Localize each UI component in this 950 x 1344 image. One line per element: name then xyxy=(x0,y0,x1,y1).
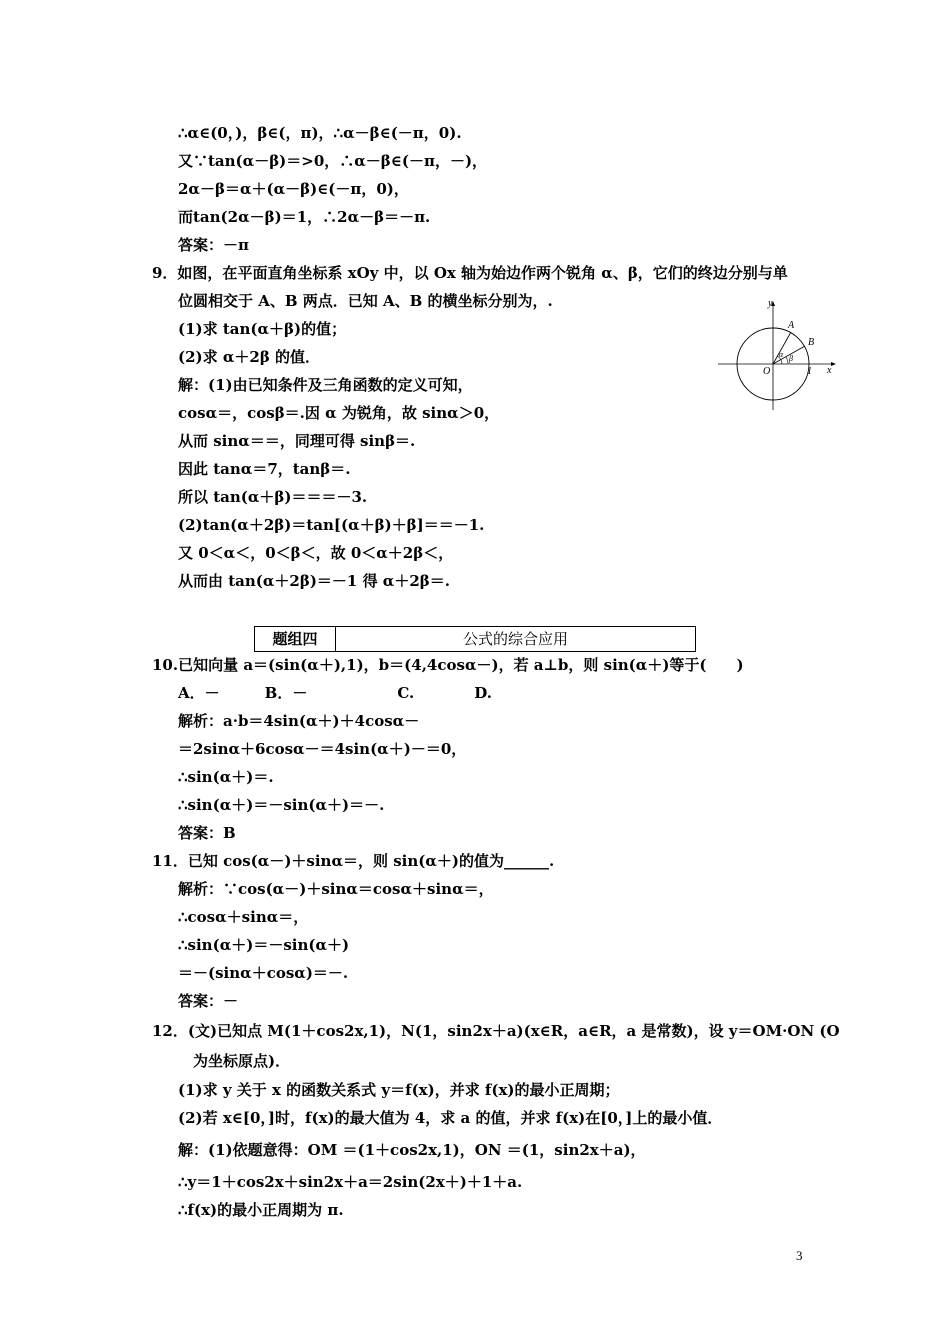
solution-line: ＝－(sinα＋cosα)＝－. xyxy=(178,964,349,982)
answer-line: 答案：－π xyxy=(178,236,249,254)
point-b-label: B xyxy=(808,337,815,348)
answer-line: 答案：B xyxy=(178,824,236,842)
question-9-part2: (2)求 α＋2β 的值． xyxy=(178,348,321,366)
solution-line: cosα＝，cosβ＝.因 α 为锐角，故 sinα＞0， xyxy=(178,404,500,422)
solution-line: 所以 tan(α＋β)＝＝＝－3. xyxy=(178,488,368,506)
solution-line: 又 0＜α＜，0＜β＜，故 0＜α＋2β＜， xyxy=(178,544,454,562)
beta-label: β xyxy=(789,354,793,363)
point-a-label: A xyxy=(788,320,795,331)
text-line: 2α－β＝α＋(α－β)∈(－π，0)， xyxy=(178,180,409,198)
solution-line: ∴f(x)的最小正周期为 π. xyxy=(178,1201,344,1219)
group-table xyxy=(254,626,696,652)
solution-line: ∴cosα＋sinα＝， xyxy=(178,908,309,926)
y-label: y xyxy=(768,298,773,309)
solution-line: 解：(1)依题意得：OM ＝(1＋cos2x,1)，ON ＝(1，sin2x＋a)， xyxy=(178,1141,646,1159)
solution-line: ∴y＝1＋cos2x＋sin2x＋a＝2sin(2x＋)＋1＋a. xyxy=(178,1173,523,1191)
solution-line: ∴sin(α＋)＝. xyxy=(178,768,274,786)
solution-line: ∴sin(α＋)＝－sin(α＋)＝－. xyxy=(178,796,385,814)
question-11-stem: 11．已知 cos(α－)＋sinα＝，则 sin(α＋)的值为______. xyxy=(152,852,555,870)
question-12-part1: (1)求 y 关于 x 的函数关系式 y＝f(x)，并求 f(x)的最小正周期； xyxy=(178,1081,620,1099)
question-12-stem-cont: 为坐标原点)． xyxy=(193,1052,291,1070)
question-10-stem: 10.已知向量 a＝(sin(α＋),1)，b＝(4,4cosα－)，若 a⊥b，则 sin(α＋)等于( ) xyxy=(152,656,744,674)
answer-line: 答案：－ xyxy=(178,992,239,1010)
x-label: x xyxy=(827,365,832,376)
question-12-stem: 12．(文)已知点 M(1＋cos2x,1)，N(1，sin2x＋a)(x∈R，a∈R，a 是常数)，设 y＝OM·ON (O xyxy=(152,1022,840,1040)
text-line: 又∵tan(α－β)＝>0，∴α－β∈(－π，－)， xyxy=(178,152,488,170)
page-number: 3 xyxy=(796,1248,803,1263)
beta-arc xyxy=(786,357,788,364)
solution-line: ∴sin(α＋)＝－sin(α＋) xyxy=(178,936,350,954)
solution-line: (2)tan(α＋2β)＝tan[(α＋β)＋β]＝＝－1. xyxy=(178,516,485,534)
text-line: ∴α∈(0，)，β∈(，π)，∴α－β∈(－π，0). xyxy=(178,124,462,142)
question-12-part2: (2)若 x∈[0，]时，f(x)的最大值为 4，求 a 的值，并求 f(x)在[0，]上的最小值． xyxy=(178,1109,723,1127)
group-name: 题组四 xyxy=(255,627,336,651)
solution-line: ＝2sinα＋6cosα－＝4sin(α＋)－＝0， xyxy=(178,740,467,758)
solution-line: 解析：a·b＝4sin(α＋)＋4cosα－ xyxy=(178,712,420,730)
unit-circle-figure xyxy=(718,294,838,414)
origin-label: O xyxy=(763,366,771,377)
one-label: 1 xyxy=(807,366,812,377)
solution-line: 解析：∵cos(α－)＋sinα＝cosα＋sinα＝， xyxy=(178,880,494,898)
x-axis-arrow xyxy=(831,362,836,366)
solution-line: 从而由 tan(α＋2β)＝－1 得 α＋2β＝. xyxy=(178,572,450,590)
question-10-options: A．－ B．－ C. D. xyxy=(178,684,492,702)
text-line: 而tan(2α－β)＝1，∴2α－β＝－π. xyxy=(178,208,431,226)
solution-line: 从而 sinα＝＝，同理可得 sinβ＝. xyxy=(178,432,416,450)
question-9-stem-cont: 位圆相交于 A、B 两点．已知 A、B 的横坐标分别为，. xyxy=(178,292,553,310)
alpha-label: α xyxy=(779,350,784,359)
group-title: 公式的综合应用 xyxy=(462,630,568,648)
solution-line: 因此 tanα＝7，tanβ＝. xyxy=(178,460,351,478)
solution-line: 解：(1)由已知条件及三角函数的定义可知， xyxy=(178,376,473,394)
question-9-stem: 9．如图，在平面直角坐标系 xOy 中，以 Ox 轴为始边作两个锐角 α、β，它们的终边分别与单 xyxy=(152,264,788,282)
question-9-part1: (1)求 tan(α＋β)的值； xyxy=(178,320,347,338)
